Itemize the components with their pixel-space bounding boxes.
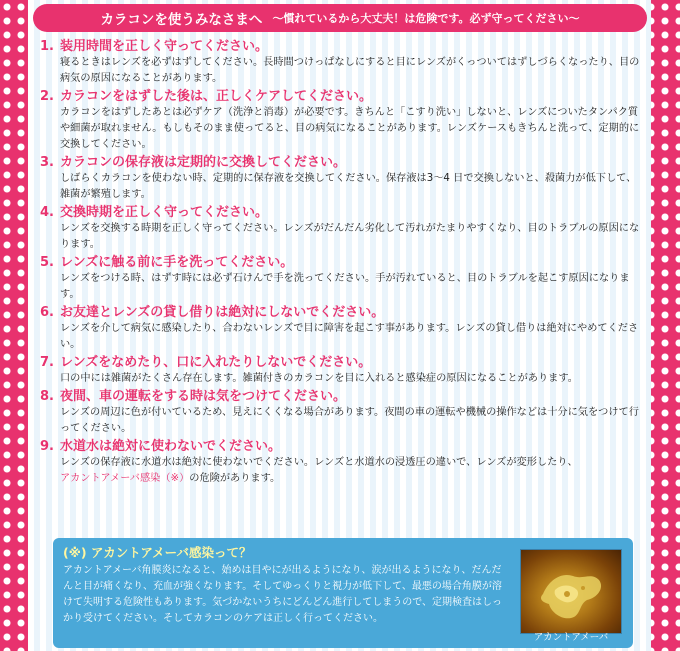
item-heading: カラコンの保存液は定期的に交換してください。 [60, 155, 347, 170]
item-title [40, 88, 640, 105]
list-item [40, 354, 640, 387]
item-body: レンズを交換する時期を正しく守ってください。レンズがだんだん劣化して汚れがたまりやすくなり、目のトラブルの原因になります。 [60, 223, 640, 250]
page-header [33, 4, 647, 32]
item-number: 6. [40, 305, 54, 320]
rules-list [40, 38, 640, 488]
item-heading: カラコンをはずした後は、正しくケアしてください。 [60, 89, 373, 104]
item-title [40, 388, 640, 405]
item-number: 3. [40, 155, 54, 170]
list-item [40, 388, 640, 437]
item-body: カラコンをはずしたあとは必ずケア（洗浄と消毒）が必要です。きちんと「こすり洗い」しないと、レンズについたタンパク質や細菌が取れません。もしもそのまま使ってると、目の病気になることがあります。レンズケースもきちんと洗って、定期的に交換してください。 [60, 107, 640, 150]
list-item [40, 38, 640, 87]
page-subtitle: ～慣れているから大丈夫！は危険です。必ず守ってください～ [272, 12, 580, 25]
list-item [40, 438, 640, 487]
info-box [53, 538, 633, 648]
item-title [40, 438, 640, 455]
list-item [40, 88, 640, 153]
item-number: 8. [40, 389, 54, 404]
acanthamoeba-image [520, 549, 622, 634]
item-heading: 水道水は絶対に使わないでください。 [60, 439, 282, 454]
item-body-text-end: の危険があります。 [189, 473, 281, 484]
page-title: カラコンを使うみなさまへ [100, 12, 263, 28]
item-number: 2. [40, 89, 54, 104]
item-title [40, 38, 640, 55]
item-title [40, 304, 640, 321]
info-box-title: (※) アカントアメーバ感染って？ [63, 545, 252, 560]
item-number: 1. [40, 39, 54, 54]
item-body: レンズをつける時、はずす時には必ず石けんで手を洗ってください。手が汚れていると、目のトラブルを起こす原因になります。 [60, 273, 630, 300]
item-heading: 装用時間を正しく守ってください。 [60, 39, 269, 54]
item-body: しばらくカラコンを使わない時、定期的に保存液を交換してください。保存液は3～4 日で交換しないと、殺菌力が低下して、雑菌が繁殖します。 [60, 173, 637, 200]
item-number: 5. [40, 255, 54, 270]
info-box-text: アカントアメーバ角膜炎になると、始めは目やにが出るようになり、涙が出るようになり、だんだんと目が痛くなり、充血が強くなります。そしてゆっくりと視力が低下して、最悪の場合角膜が溶けて失明する危険性もあります。気づかないうちにどんどん進行してしまうので、定期検査はしっかり受けてください。そしてカラコンのケアは正しく行ってください。 [63, 565, 502, 624]
list-item [40, 254, 640, 303]
item-heading: お友達とレンズの貸し借りは絶対にしないでください。 [60, 305, 385, 320]
list-item [40, 304, 640, 353]
item-body-text: レンズの保存液に水道水は絶対に使わないでください。レンズと水道水の浸透圧の違いで、レンズが変形したり、 [60, 457, 578, 468]
item-heading: 夜間、車の運転をする時は気をつけてください。 [60, 389, 347, 404]
item-number: 4. [40, 205, 54, 220]
list-item [40, 154, 640, 203]
item-heading: 交換時期を正しく守ってください。 [60, 205, 269, 220]
item-title [40, 354, 640, 371]
item-title [40, 154, 640, 171]
item-body: レンズを介して病気に感染したり、合わないレンズで目に障害を起こす事があります。レンズの貸し借りは絶対にやめてください。 [60, 323, 639, 350]
item-number: 7. [40, 355, 54, 370]
item-body: 寝るときはレンズを必ずはずしてください。長時間つけっぱなしにすると目にレンズがくっついてはずしづらくなったり、目の病気の原因になることがあります。 [60, 57, 640, 84]
item-heading: レンズに触る前に手を洗ってください。 [60, 255, 294, 270]
item-title [40, 254, 640, 271]
item-heading: レンズをなめたり、口に入れたりしないでください。 [60, 355, 372, 370]
item-number: 9. [40, 439, 54, 454]
image-caption: アカントアメーバ [533, 632, 609, 643]
item-body: 口の中には雑菌がたくさん存在します。雑菌付きのカラコンを目に入れると感染症の原因になることがあります。 [60, 373, 578, 384]
item-body [40, 455, 640, 487]
list-item [40, 204, 640, 253]
item-title [40, 204, 640, 221]
item-body: レンズの周辺に色が付いているため、見えにくくなる場合があります。夜間の車の運転や機械の操作などは十分に気をつけて行ってください。 [60, 407, 639, 434]
acanthamoeba-link: アカントアメーバ感染（※） [60, 473, 190, 484]
amoeba-illustration [521, 550, 621, 633]
